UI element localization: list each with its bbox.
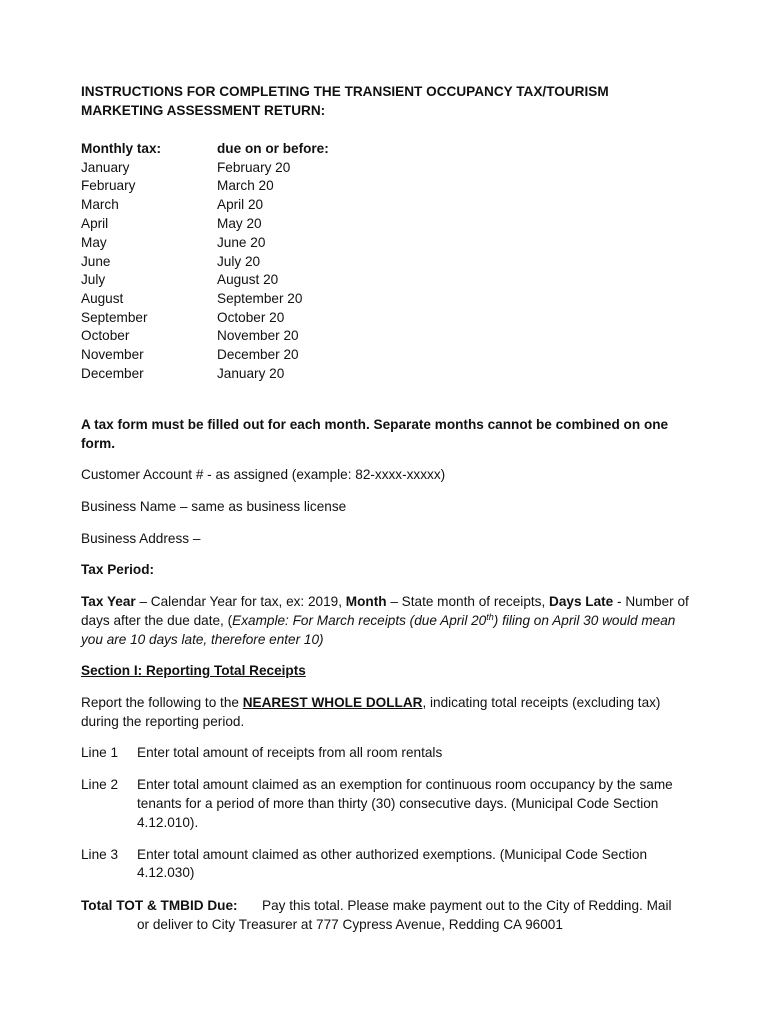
schedule-due-date: November 20 [217,328,299,343]
schedule-row [81,271,681,290]
days-late-label: Days Late [549,594,614,609]
month-label: Month [345,594,387,609]
schedule-month: April [81,216,109,231]
tax-year-line-2 [81,612,675,631]
schedule-row [81,365,681,384]
section-1-intro-line-2: during the reporting period. [81,714,245,729]
schedule-row [81,159,681,178]
schedule-row [81,253,681,272]
document-title-line-2: MARKETING ASSESSMENT RETURN: [81,103,326,118]
line-3-label: Line 3 [81,847,119,862]
section-1-intro-c: , indicating total receipts (excluding tax) [422,695,661,710]
section-1-heading: Section I: Reporting Total Receipts [81,663,306,678]
tax-year-text: – Calendar Year for tax, ex: 2019, [135,594,346,609]
tax-year-line-3: you are 10 days late, therefore enter 10) [81,632,324,647]
schedule-due-date: December 20 [217,347,299,362]
nearest-whole-dollar: NEAREST WHOLE DOLLAR [242,695,423,710]
schedule-due-date: February 20 [217,160,291,175]
schedule-month: December [81,366,144,381]
tax-year-label: Tax Year [81,594,136,609]
line-1-text: Enter total amount of receipts from all room rentals [137,745,443,760]
line-2-text: Enter total amount claimed as an exemption for continuous room occupancy by the same [137,777,673,792]
schedule-month: July [81,272,106,287]
schedule-row [81,327,681,346]
total-due-label: Total TOT & TMBID Due: [81,898,238,913]
schedule-row [81,177,681,196]
schedule-month: January [81,160,130,175]
days-late-example: Example: For March receipts (due April 20 [232,613,487,628]
schedule-due-date: May 20 [217,216,262,231]
schedule-due-date: April 20 [217,197,264,212]
line-3-text: Enter total amount claimed as other authorized exemptions. (Municipal Code Section [137,847,648,862]
line-2-text: tenants for a period of more than thirty (30) consecutive days. (Municipal Code Section [137,796,659,811]
schedule-month: October [81,328,130,343]
line-1-label: Line 1 [81,745,119,760]
schedule-row [81,346,681,365]
business-name-instruction: Business Name – same as business license [81,499,347,514]
tax-period-heading: Tax Period: [81,562,155,577]
schedule-row [81,234,681,253]
schedule-row [81,309,681,328]
business-address-instruction: Business Address – [81,531,201,546]
section-1-intro-line-1 [81,694,660,713]
schedule-month: November [81,347,144,362]
schedule-due-date: October 20 [217,310,285,325]
schedule-month: August [81,291,124,306]
document-title-line-1: INSTRUCTIONS FOR COMPLETING THE TRANSIENT OCCUPANCY TAX/TOURISM [81,84,609,99]
schedule-due-date: March 20 [217,178,274,193]
customer-account-instruction: Customer Account # - as assigned (example: 82-xxxx-xxxxx) [81,467,446,482]
section-1-intro-a: Report the following to the [81,695,243,710]
tax-year-line-1 [81,593,689,612]
schedule-header-due: due on or before: [217,141,329,156]
schedule-month: March [81,197,119,212]
days-late-example-cont: ) filing on April 30 would mean [493,613,676,628]
schedule-due-date: September 20 [217,291,303,306]
schedule-due-date: August 20 [217,272,279,287]
total-due-text-1: Pay this total. Please make payment out to the City of Redding. Mail [262,898,672,913]
schedule-month: June [81,254,111,269]
schedule-due-date: June 20 [217,235,266,250]
schedule-month: May [81,235,107,250]
total-due-text-2: or deliver to City Treasurer at 777 Cypress Avenue, Redding CA 96001 [137,917,563,932]
ordinal-suffix: th [486,612,494,622]
schedule-header [81,140,681,159]
days-late-text: - Number of [613,594,689,609]
notice-line-2: form. [81,436,115,451]
schedule-month: February [81,178,136,193]
month-text: – State month of receipts, [386,594,550,609]
schedule-row [81,215,681,234]
schedule-month: September [81,310,148,325]
notice-line-1: A tax form must be filled out for each month. Separate months cannot be combined on one [81,417,669,432]
schedule-row [81,196,681,215]
line-2-label: Line 2 [81,777,119,792]
line-3-text: 4.12.030) [137,865,195,880]
line-2-text: 4.12.010). [137,815,199,830]
schedule-row [81,290,681,309]
schedule-header-month: Monthly tax: [81,141,162,156]
schedule-due-date: July 20 [217,254,261,269]
schedule-due-date: January 20 [217,366,285,381]
days-late-definition: days after the due date, ( [81,613,233,628]
